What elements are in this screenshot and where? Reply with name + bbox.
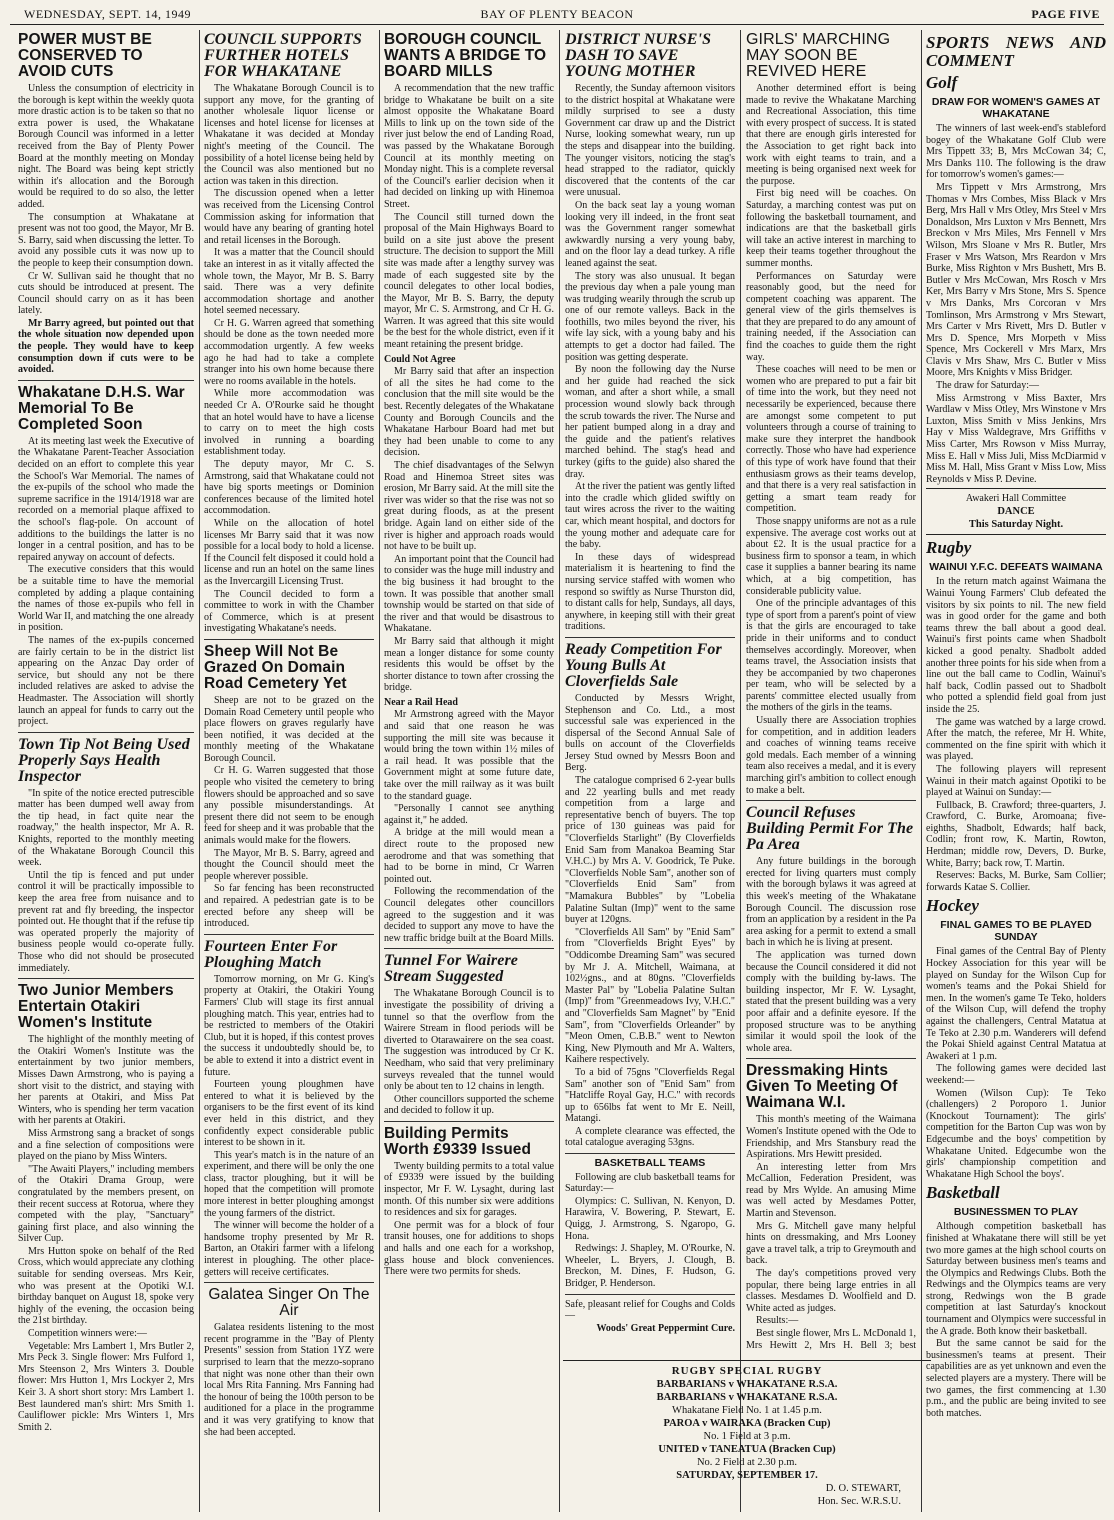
newspaper-title: BAY OF PLENTY BEACON bbox=[480, 7, 634, 21]
article-paragraph: The application was turned down because the Council considered it did not comply with the building by-laws. The building inspector, Mr F. W. Lysaght, stated that the present building was a very poor affair and a definite eyesore. If the proposed structure was to be anything similar it would spoil the look of the whole area. bbox=[746, 949, 916, 1054]
article-basketball-teams bbox=[565, 1158, 735, 1334]
sports-header: SPORTS NEWS AND COMMENT bbox=[926, 33, 1106, 70]
headline: Galatea Singer On The Air bbox=[208, 1286, 370, 1320]
subheading: Could Not Agree bbox=[384, 353, 456, 365]
divider bbox=[746, 800, 916, 801]
headline: Town Tip Not Being Used Properly Says Health Inspector bbox=[18, 735, 190, 785]
fixture-venue: No. 1 Field at 3 p.m. bbox=[703, 1431, 791, 1442]
article-paragraph: Miss Armstrong sang a bracket of songs and a fine selection of compositions were played on the piano by Miss Winters. bbox=[18, 1127, 194, 1163]
article-paragraph: A bridge at the mill would mean a direct route to the proposed new aerodrome and that was something that had to be borne in mind, Cr Warren pointed out. bbox=[384, 827, 554, 885]
signature-title: Hon. Sec. W.R.S.U. bbox=[817, 1496, 901, 1507]
article-paragraph: The discussion opened when a letter was received from the Licensing Control Commission asking for information that would have any bearing of granting hotel and retail licenses in the Borough. bbox=[204, 188, 374, 246]
article-paragraph: While on the allocation of hotel licenses Mr Barry said that it was now possible for a local body to hold a license. If the Council felt disposed it could hold a license and run an hotel on the same lines as the Invercargill Licensing Trust. bbox=[204, 517, 374, 587]
article-paragraph: At its meeting last week the Executive of the Whakatane Parent-Teacher Association decided on an effort to complete this year the School's War Memorial. The names of the ex-pupils of the school who made the supreme sacrifice in the 1914/1918 war are recorded on a memorial plaque affixed to the school's flag-pole. On account of additions to the buildings the latter is no longer in a central position, and has to be repaired anyway on account of defects. bbox=[18, 435, 194, 563]
article-paragraph: Sheep are not to be grazed on the Domain Road Cemetery until people who place flowers on graves regularly have been notified, it was decided at the monthly meeting of the Whakatane Borough Council. bbox=[204, 694, 374, 764]
article-paragraph: Following are club basketball teams for Saturday:— bbox=[565, 1171, 735, 1195]
article-paragraph: The Council still turned down the proposal of the Main Highways Board to build on a site just above the present structure. The decision to support the Mill site was made after a lengthy survey was made of each suggested site by the council delegates to other local bodies, the Mayor, Mr B. S. Barry, the deputy mayor, Mr C. S. Armstrong, and Cr H. G. Warren. It was agreed that this site would be the best for the whole district, even if it meant retaining the present bridge. bbox=[384, 211, 554, 351]
article-paragraph: The Council decided to form a committee to work in with the Chamber of Commerce, which is at present investigating Whakatane's needs. bbox=[204, 588, 374, 635]
divider bbox=[384, 948, 554, 949]
article-paragraph: A complete clearance was effected, the total catalogue averaging 53gns. bbox=[565, 1125, 735, 1149]
article-paragraph: Galatea residents listening to the most recent programme in the "Bay of Plenty Presents" session from Station 1YZ were surprised to learn that the mezzo-soprano that night was none other than their own local Mrs Rita Fanning. Mrs Fanning had the honour of being the 100th person to be auditioned for a place in the programme and it was very gratifying to know that she had been accepted. bbox=[204, 1322, 374, 1438]
article-paragraph: Mrs Hutton spoke on behalf of the Red Cross, which would appreciate any clothing suitable for sending overseas. Mrs Keir, who was present at the Opotiki W.I. birthday banquet on August 18, spoke very highly of the evening, the occasion being the 21st birthday. bbox=[18, 1245, 194, 1327]
article-paragraph: Tomorrow morning, on Mr G. King's property at Otakiri, the Otakiri Young Farmers' Club will stage its first annual ploughing match. This year, entries had to be restricted to members of the Otakiri Club, but it is hoped, if this contest proves the success it undoubtedly should be, to be able to extend it into a district event in future. bbox=[204, 973, 374, 1078]
fixture: BARBARIANS v WHAKATANE R.S.A. bbox=[656, 1392, 838, 1403]
advert-text: Safe, pleasant relief for Coughs and Colds— bbox=[565, 1298, 735, 1322]
page-number: PAGE FIVE bbox=[1031, 7, 1100, 21]
divider bbox=[565, 1294, 735, 1295]
article-paragraph: An interesting letter from Mrs McCallion, Federation President, was read by Mrs Wylde. An amusing Mime was well acted by Mesdames Potter, Martin and Stevenson. bbox=[746, 1161, 916, 1220]
article-paragraph: Women (Wilson Cup): Te Teko (challengers) 2 Poroporo 1. Junior (Knockout Tournament): The girls' competition for the Barton Cup was won by Edgecumbe and the boys' competition by Whakatane United. Edgecumbe won the girls' championship competition and Whakatane High School the boys'. bbox=[926, 1087, 1106, 1180]
article-paragraph: The catalogue comprised 6 2-year bulls and 22 yearling bulls and met ready competition from a large and representative bench of buyers. The top price of 130 guineas was paid for "Cloverfields Starlight" (By Cloverfields Enid Sam from Manakoa Beaming Star V.H.C.) by Mrs A. V. Goodrick, Te Puke. "Cloverfields Noble Sam", another son of "Cloverfields Enid Sam" from "Mamakura Bubbles" by "Lobelia Palatine Sultan (Imp)" went to the same buyer at 120gns. bbox=[565, 775, 735, 926]
headline: Dressmaking Hints Given To Meeting Of Waimana W.I. bbox=[746, 1062, 898, 1112]
article-building-permits bbox=[384, 1126, 554, 1278]
article-dressmaking bbox=[746, 1063, 916, 1350]
headline: Council Refuses Building Permit For The Pa Area bbox=[746, 804, 914, 854]
divider bbox=[204, 1282, 374, 1283]
article-pa-area bbox=[746, 805, 916, 1054]
article-paragraph: The chief disadvantages of the Selwyn Road and Hinemoa Street sites was erosion, Mr Barry said. At the mill site the river was wider so that the rise was not so great during floods, as at the present bridge. Again land on either side of the river is higher and approach roads would not have to be built up. bbox=[384, 460, 554, 553]
headline: BASKETBALL TEAMS bbox=[594, 1157, 706, 1170]
article-paragraph: Until the tip is fenced and put under control it will be practically impossible to keep the area free from nuisance and to prevent rat and fly breeding, the inspector pointed out. He thought that if the refuse tip was operated properly the majority of business people would co-operate fully. Those who did not should be prosecuted immediately. bbox=[18, 869, 194, 974]
article-war-memorial bbox=[18, 385, 194, 728]
fixture-date: SATURDAY, SEPTEMBER 17. bbox=[676, 1470, 818, 1481]
article-paragraph: The day's competitions proved very popular, there being large entries in all classes. Mesdames D. Woolfield and D. White acted as judges. bbox=[746, 1268, 916, 1314]
headline: DISTRICT NURSE'S DASH TO SAVE YOUNG MOTHER bbox=[565, 31, 712, 80]
article-paragraph: The following players will represent Wainui in their match against Opotiki to be played at Wainui on Sunday:— bbox=[926, 763, 1106, 799]
article-galatea bbox=[204, 1287, 374, 1438]
article-paragraph: Performances on Saturday were reasonably good, but the need for competent coaching was apparent. The general view of the girls themselves is that they are prepared to do any amount of training needed, if the Association can find the coaches to guide them the right way. bbox=[746, 270, 916, 363]
fixture: PAROA v WAIRAKA (Bracken Cup) bbox=[663, 1418, 831, 1429]
section-golf: Golf bbox=[926, 73, 958, 92]
advert-product: Woods' Great Peppermint Cure. bbox=[596, 1322, 735, 1334]
article-paragraph: Mr Barry agreed, but pointed out that the whole situation now depended upon the people. They would have to keep consumption down if cuts were to be avoided. bbox=[18, 317, 194, 376]
article-paragraph: Unless the consumption of electricity in the borough is kept within the weekly quota more drastic action is to be taken so that no extra power is used, the Whakatane Borough Council was informed in a letter received from the Bay of Plenty Power Board at the monthly meeting on Monday night. The Board was being kept strictly within it's allocation and the Borough would be required to do so also, the letter added. bbox=[18, 83, 194, 210]
divider bbox=[18, 978, 194, 979]
article-paragraph: While more accommodation was needed Cr A. O'Rourke said he thought that an hotel would have to have a license to carry on to meet the high costs involved in running a boarding establishment today. bbox=[204, 388, 374, 458]
article-paragraph: Competition winners were:— bbox=[28, 1328, 147, 1340]
article-paragraph: Cr W. Sullivan said he thought that no cuts should be introduced at present. The Council should carry on as it has been lately. bbox=[18, 270, 194, 317]
headline: Ready Competition For Young Bulls At Cloverfields Sale bbox=[565, 640, 722, 690]
advert-line: DANCE bbox=[997, 506, 1035, 518]
article-paragraph: The Whakatane Borough Council is to investigate the possibility of driving a tunnel so that the overflow from the Wairere Stream in flood periods will be diverted to Otarawairere on the sea coast. The suggestion was introduced by Cr K. Needham, who said that very preliminary surveys revealed that the tunnel would only be about ten to 12 chains in length. bbox=[384, 988, 554, 1093]
article-paragraph: First big need will be coaches. On Saturday, a marching contest was put on following the basketball tournament, and indications are that the basketball girls will take an active interest in marching to keep their teams together throughout the summer months. bbox=[746, 188, 916, 269]
article-paragraph: Those snappy uniforms are not as a rule expensive. The average cost works out at about £2. It is the usual practice for a business firm to sponsor a team, in which case it supplies a banner bearing its name which, at a big competition, has considerable publicity value. bbox=[746, 515, 916, 597]
column-rule bbox=[559, 30, 560, 1512]
article-paragraph: So far fencing has been reconstructed and repaired. A pedestrian gate is to be erected before any sheep will be introduced. bbox=[204, 883, 374, 930]
advert-line: This Saturday Night. bbox=[968, 519, 1064, 531]
article-paragraph: The game was watched by a large crowd. After the match, the referee, Mr H. White, commented on the fine spirit with which it was played. bbox=[926, 716, 1106, 763]
divider bbox=[204, 934, 374, 935]
column-4 bbox=[565, 30, 735, 1350]
article-paragraph: The following games were decided last weekend:— bbox=[926, 1063, 1106, 1086]
article-paragraph: Mr Barry said that after an inspection of all the sites he had come to the conclusion that the mill site would be the best. Recently delegates of the Whakatane County and Borough Councils and the Whakatane Harbour Board had met but they had been unable to come to any decision. bbox=[384, 366, 554, 459]
divider bbox=[18, 732, 194, 733]
article-paragraph: One permit was for a block of four transit houses, one for additions to shops and halls and one each for a workshop, glass house and block conveniences. There were two permits for sheds. bbox=[384, 1219, 554, 1278]
fixture-venue: No. 2 Field at 2.30 p.m. bbox=[696, 1457, 798, 1468]
article-paragraph: Olympics: C. Sullivan, N. Kenyon, D. Harawira, V. Bowering, P. Stewart, E. Quigg, J. Armstrong, S. Ngaropo, G. Hona. bbox=[565, 1195, 735, 1242]
article-paragraph: The winner will become the holder of a handsome trophy presented by Mr R. Barton, an Otakiri farmer with a lifelong interest in ploughing. The other place-getters will receive certificates. bbox=[204, 1220, 374, 1278]
article-paragraph: The names of the ex-pupils concerned are fairly certain to be in the district list appearing on the Anzac Day order of service, but should any not be there included relatives are asked to advise the Headmaster. The Association will shortly launch an appeal for funds to carry out the project. bbox=[18, 634, 194, 728]
article-paragraph: But the same cannot be said for the businessmen's teams at present. Their capabilities are as yet unknown and even the selected players are a mystery. There will be two games, the first commencing at 1.30 p.m., and the public are being invited to see both matches. bbox=[926, 1338, 1106, 1419]
article-paragraph: Final games of the Central Bay of Plenty Hockey Association for this year will be played on Sunday for the Wilson Cup for women's teams and the Pokai Shield for men. In the women's game Te Teko, holders of the Wilson Cup, will defend the trophy against the challengers, Central Matatua at Te Teko at 2.30 p.m. Wanderers will defend the Pokai Shield against Central Matatua at Awakeri at 1 p.m. bbox=[926, 946, 1106, 1062]
section-rugby: Rugby bbox=[926, 538, 972, 558]
divider bbox=[565, 637, 735, 638]
article-paragraph: Mr Barry said that although it might mean a longer distance for some county residents this would be offset by the shorter distance to town after crossing the bridge. bbox=[384, 635, 554, 694]
divider bbox=[565, 1153, 735, 1154]
headline: Two Junior Members Entertain Otakiri Women's Institute bbox=[18, 982, 174, 1032]
article-paragraph: The consumption at Whakatane at present was not too good, the Mayor, Mr B. S. Barry, said when discussing the letter. To avoid any possible cuts it was now up to the people to keep their consumption down. bbox=[18, 211, 194, 269]
headline: COUNCIL SUPPORTS FURTHER HOTELS FOR WHAKATANE bbox=[204, 31, 362, 80]
article-hotels bbox=[204, 32, 374, 635]
section-basketball: Basketball bbox=[926, 1183, 1000, 1203]
article-paragraph: Another determined effort is being made to revive the Whakatane Marching and Recreational Association, this time with every prospect of success. It is stated that there are enough girls interested for the Association to get right back into work with eight teams to train, and a meeting is being organised next week for the purpose. bbox=[746, 83, 916, 187]
column-6 bbox=[926, 30, 1106, 1514]
headline: Fourteen Enter For Ploughing Match bbox=[204, 937, 338, 971]
article-paragraph: In these days of widespread materialism it is heartening to find the nursing service staffed with women who respond so swiftly as Nurse Thurston did, to distant calls for help, Sundays, all days, anywhere, in keeping still with their great traditions. bbox=[565, 551, 735, 633]
fixture-venue: Whakatane Field No. 1 at 1.45 p.m. bbox=[672, 1405, 822, 1416]
headline: DRAW FOR WOMEN'S GAMES AT WHAKATANE bbox=[931, 96, 1101, 120]
article-power bbox=[18, 32, 194, 376]
divider bbox=[746, 1058, 916, 1059]
article-paragraph: Recently, the Sunday afternoon visitors to the district hospital at Whakatane were mildly surprised to see a dusty Government car draw up and the District Nurse, looking somewhat weary, run up the steps and disappear into the building. The younger visitors, noticing the stag's head strapped to the radiator, quickly discovered that the contents of the car were unusual. bbox=[565, 83, 735, 199]
article-paragraph: An important point that the Council had to consider was the huge mill industry and the big business it had brought to the town. It was possible that another small township would be started on that side of the river and that would be disastrous to Whakatane. bbox=[384, 553, 554, 635]
divider bbox=[204, 639, 374, 640]
article-paragraph: These coaches will need to be men or women who are prepared to put a fair bit of time into the work, but they need not necessarily be experienced, because there are amongst some competent to put volunteers through a course of training to make sure they interpret the handbook correctly. Those who have had experience of this type of work have found that their enthusiasm grows as their teams develop, and that there is a very real satisfaction in getting a smart team ready for competition. bbox=[746, 364, 916, 515]
article-paragraph: "The Awaiti Players," including members of the Otakiri Drama Group, were congratulated by the members present, on their recent success at Rotorua, where they competed with the play, "Sanctuary" gaining first place, and also winning the Silver Cup. bbox=[18, 1163, 194, 1245]
section-hockey: Hockey bbox=[926, 896, 979, 916]
article-paragraph: Cr H. G. Warren agreed that something should be done as the town needed more accommodation urgently. A few weeks ago he had had to take a complete stranger into his own home because there were no rooms available in the hotels. bbox=[204, 317, 374, 387]
headline: Building Permits Worth £9339 Issued bbox=[384, 1124, 532, 1158]
article-paragraph: On the back seat lay a young woman looking very ill indeed, in the front seat was the Government ranger somewhat awkwardly nursing a very young baby, and on the floor lay a dead turkey. A rifle leaned against the seat. bbox=[565, 199, 735, 269]
article-paragraph: Any future buildings in the borough erected for living quarters must comply with the borough bylaws it was agreed at this week's meeting of the Whakatane Borough Council. The discussion rose from an application by a resident in the Pa area asking for a permit to extend a small bach in which he is living at present. bbox=[746, 856, 916, 949]
headline: BUSINESSMEN TO PLAY bbox=[953, 1206, 1079, 1219]
article-paragraph: In the return match against Waimana the Wainui Young Farmers' Club defeated the visitors by six points to nil. The new field was in good order for the game and both teams threw the ball about a good deal. Wainui's first points came when Shadbolt kicked a good penalty. Shadbolt added another three points for his side when from a line out the ball came to Codlin, Wainui's half back, Codlin passed out to Shadbolt who potted a splendid field goal from just inside the 25. bbox=[926, 576, 1106, 715]
article-paragraph: To a bid of 75gns "Cloverfields Regal Sam" another son of "Enid Sam" from "Hatcliffe Royal Gay, H.C." with records up to 656lbs fat went to Mr E. Neill, Matangi. bbox=[565, 1066, 735, 1125]
headline: GIRLS' MARCHING MAY SOON BE REVIVED HERE bbox=[746, 31, 891, 80]
article-paragraph: The winners of last week-end's stableford bogey of the Whakatane Golf Club were Mrs Tippett 33; B, Mrs McCowan 34; C, Mrs Danks 110. The following is the draw for tomorrow's women's games:— bbox=[926, 123, 1106, 181]
column-2 bbox=[204, 30, 374, 1514]
article-otakiri-wi bbox=[18, 983, 194, 1433]
article-paragraph: The Mayor, Mr B. S. Barry, agreed and thought the Council should meet the people wherever possible. bbox=[204, 847, 374, 882]
article-paragraph: Usually there are Association trophies for competition, and in addition leaders and coaches of winning teams receive gold medals. Each member of a winning team also receives a medal, and it is every marching girl's ambition to collect enough to make a belt. bbox=[746, 715, 916, 796]
article-paragraph: Fourteen young ploughmen have entered to what it is believed by the organisers to be the first event of its kind ever held in this district, and they confidently expect considerable public interest to be shown in it. bbox=[204, 1079, 374, 1149]
article-paragraph: Although competition basketball has finished at Whakatane there will still be yet two more games at the high school courts on Saturday between business men's teams and the Olympics and Redwings Clubs. Both the Redwings and the Olympics teams are very strong, Redwings won the B grade competition at last Saturday's knockout tournament and Olympics were successful in the A grade. Both know their basketball. bbox=[926, 1221, 1106, 1337]
column-rule bbox=[199, 30, 200, 1512]
column-rule bbox=[921, 30, 922, 1512]
headline: Tunnel For Wairere Stream Suggested bbox=[384, 952, 518, 986]
article-paragraph: Other councillors supported the scheme and decided to follow it up. bbox=[384, 1093, 554, 1117]
article-paragraph: Redwings: J. Shapley, M. O'Rourke, N. Wheeler, L. Bryers, J. Clough, B. Breckon, M. Dines, F. Hudson, G. Bridger, P. Henderson. bbox=[565, 1243, 735, 1289]
divider bbox=[18, 380, 194, 381]
article-paragraph: Vegetable: Mrs Lambert 1, Mrs Butler 2, Mrs Peck 3. Single flower: Mrs Fulford 1, Mrs Steenson 2, Mrs Winters 3. Double flower: Mrs Hutton 1, Mrs Lockyer 2, Mrs Keir 3. A short short story: Mrs Lambert 1. Best laundered man's shirt: Mrs Smith 1. Cauliflower pickle: Mrs Winters 1, Mrs Smith 2. bbox=[18, 1340, 194, 1433]
article-ploughing bbox=[204, 939, 374, 1278]
article-town-tip bbox=[18, 737, 194, 975]
article-cloverfields bbox=[565, 642, 735, 1149]
article-paragraph: Reserves: Backs, M. Burke, Sam Collier; forwards Katae S. Collier. bbox=[926, 870, 1106, 893]
article-paragraph: Mr Armstrong agreed with the Mayor and said that one reason he was supporting the mill site was because it would bring the town within 1½ miles of a rail head. It was possible that the Government might at some future date, take over the mill railway as it was built to the standard guage. bbox=[384, 709, 554, 802]
headline: POWER MUST BE CONSERVED TO AVOID CUTS bbox=[18, 31, 152, 80]
advert-heading: RUGBY SPECIAL RUGBY bbox=[671, 1365, 823, 1377]
signature: D. O. STEWART, bbox=[825, 1483, 901, 1494]
article-paragraph: "In spite of the notice erected putrescible matter has been dumped well away from the tip head, in fact quite near the roadway," the health inspector, Mr A. R. Knights, reported to the monthly meeting of the Whakatane Borough Council this week. bbox=[18, 787, 194, 869]
article-paragraph: Miss Armstrong v Miss Baxter, Mrs Wardlaw v Miss Otley, Mrs Winstone v Mrs Luxton, Miss Smith v Miss Jenkins, Mrs Hay v Miss Waldegrave, Mrs Griffiths v Miss Carter, Mrs Rowson v Miss Murray, Miss E. Hall v Miss Juli, Miss McDiarmid v Miss M. Hall, Miss Grant v Miss Low, Miss Reynolds v Miss P. Devine. bbox=[926, 392, 1106, 485]
article-paragraph: The draw for Saturday:— bbox=[936, 380, 1040, 392]
article-paragraph: The highlight of the monthly meeting of the Otakiri Women's Institute was the entertainment by two junior members, Misses Dawn Armstrong, who is paying a short visit to the district, and staying with her parents at Otakiri, and Miss Pat Winters, who is spending her term vacation with her parents at Otakiri. bbox=[18, 1034, 194, 1127]
article-bridge bbox=[384, 32, 554, 944]
article-paragraph: Mrs Tippett v Mrs Armstrong, Mrs Thomas v Mrs Combes, Miss Black v Mrs Berg, Mrs Hall v Mrs Otley, Mrs Steel v Mrs Donaldson, Mrs Luxton v Mrs Bennett, Mrs Breckon v Mrs Miles, Mrs Fennell v Mrs Wilson, Mrs Sloane v Mrs R. Butler, Mrs Fraser v Mrs Watson, Mrs Reardon v Mrs Burke, Miss Righton v Mrs Bushett, Mrs B. Butler v Mrs McCowan, Mrs Rosch v Mrs Ker, Mrs Barry v Mrs Stone, Mrs S. Spence v Mrs Danks, Mrs Corcoran v Mrs Tomlinson, Mrs Armstrong v Mrs Stewart, Mrs Carter v Mrs Rivett, Mrs D. Butler v Mrs D. Spence, Mrs Morpeth v Miss Spence, Mrs Cockerell v Mrs Marx, Mrs Clavis v Mrs Shaw, Mrs C. Butler v Miss Moore, Mrs Knights v Miss Bridger. bbox=[926, 181, 1106, 379]
article-paragraph: The story was also unusual. It began the previous day when a pale young man was trudging wearily through the scrub up one of our remote valleys. Back in the foothills, two miles beyond the river, his wife lay sick, with a young baby and his attempts to get a doctor had failed. The position was getting desperate. bbox=[565, 270, 735, 363]
article-paragraph: The executive considers that this would be a suitable time to have the memorial completed by adding a plaque containing the names of those ex-pupils who fell in World War II, and matching the one already in position. bbox=[18, 564, 194, 634]
article-paragraph: Cr H. G. Warren suggested that those people who visited the cemetery to bring flowers should be approached and so save any possible misunderstandings. At present there did not seem to be enough feed for sheep and it was probable that the animals would make for the flowers. bbox=[204, 765, 374, 847]
article-tunnel bbox=[384, 953, 554, 1117]
article-paragraph: "Personally I cannot see anything against it," he added. bbox=[384, 803, 554, 826]
advert-line: Awakeri Hall Committee bbox=[965, 493, 1067, 505]
headline: FINAL GAMES TO BE PLAYED SUNDAY bbox=[940, 919, 1092, 944]
issue-date: WEDNESDAY, SEPT. 14, 1949 bbox=[24, 7, 191, 21]
article-paragraph: Conducted by Messrs Wright, Stephenson and Co. Ltd., a most successful sale was experienced in the dispersal of the Second Annual Sale of bulls on account of the Cloverfields Jersey Stud owned by Messrs Boon and Berg. bbox=[565, 692, 735, 774]
headline: WAINUI Y.F.C. DEFEATS WAIMANA bbox=[929, 561, 1103, 574]
article-paragraph: It was a matter that the Council should take an interest in as it vitally affected the whole town, the Mayor, Mr B. S. Barry said. There was a very definite accommodation shortage and another hotel seemed necessary. bbox=[204, 247, 374, 317]
article-paragraph: A recommendation that the new traffic bridge to Whakatane be built on a site almost opposite the Whakatane Board Mills to link up on the town side of the river just below the end of Landing Road, was passed by the Whakatane Borough Council at its monthly meeting on Monday night. This is a complete reversal of the Council's earlier decision when it had decided on linking up with Hinemoa Street. bbox=[384, 83, 554, 210]
column-rule bbox=[379, 30, 380, 1512]
column-5 bbox=[746, 30, 916, 1350]
article-paragraph: Mrs G. Mitchell gave many helpful hints on dressmaking, and Mrs Looney gave a travel talk, a trip to Greymouth and back. bbox=[746, 1220, 916, 1267]
column-3 bbox=[384, 30, 554, 1514]
headline: Whakatane D.H.S. War Memorial To Be Completed Soon bbox=[18, 383, 185, 433]
article-paragraph: Fullback, B. Crawford; three-quarters, J. Crawford, C. Burke, Aromoana; five-eighths, Shadbolt, Edwards; half back, Codlin; front row, K. Martin, Rowton, Herdman; middle row, Devers, D. Burke, White, Barry; back row, T. Martin. bbox=[926, 799, 1106, 869]
dance-advert bbox=[926, 488, 1106, 535]
column-rule bbox=[740, 30, 741, 1512]
article-sheep bbox=[204, 644, 374, 930]
headline: Sheep Will Not Be Grazed On Domain Road Cemetery Yet bbox=[204, 642, 347, 692]
article-paragraph: Following the recommendation of the Council delegates other councillors agreed to the suggestion and it was decided to support any move to have the new traffic bridge built at the Board Mills. bbox=[384, 886, 554, 944]
fixture: UNITED v TANEATUA (Bracken Cup) bbox=[658, 1444, 836, 1455]
divider bbox=[384, 1121, 554, 1122]
article-paragraph: "Cloverfields All Sam" by "Enid Sam" from "Cloverfields Bright Eyes" by "Oddicombe Dreaming Sam" was secured by Mr J. A. Mitchell, Waimana, at 102½gns., and at 80gns. "Cloverfields Master Pal" by "Lobelia Palatine Sultan (Imp)" from "Greenmeadows Ivy, V.H.C." and "Cloverfields Sam Magnet" by "Enid Sam", from "Cloverfields Orleander" by "Meon Omen, C.B.B." went to Newton King, New Plymouth and Mr A. Walters, Kaihere respectively. bbox=[565, 926, 735, 1066]
article-girls-marching bbox=[746, 32, 916, 796]
article-paragraph: By noon the following day the Nurse and her guide had reached the sick woman, and after a short while, a small procession wound slowly back through the scrub towards the river. The Nurse and her patient bumped along in a dray and the guide and the patient's relatives marched behind. The stag's head and turkey (gifts to the guide) also shared the dray. bbox=[565, 364, 735, 480]
headline: BOROUGH COUNCIL WANTS A BRIDGE TO BOARD MILLS bbox=[384, 31, 547, 80]
rugby-advert bbox=[563, 1360, 931, 1509]
article-paragraph: The Whakatane Borough Council is to support any move, for the granting of another wholesale liquor license or licenses and hotel license for licenses at Whakatane it was decided at Monday night's meeting of the Council. The possibility of a hotel license being held by the Council was also mentioned but no action was taken in this direction. bbox=[204, 83, 374, 187]
article-paragraph: Best single flower, Mrs L. McDonald 1, Mrs Hewitt 2, Mrs H. Bell 3; best bbox=[746, 1328, 916, 1350]
article-paragraph: The deputy mayor, Mr C. S. Armstrong, said that Whakatane could not have big sports meetings or Dominion conferences because of the limited hotel accommodation. bbox=[204, 459, 374, 517]
article-paragraph: One of the principle advantages of this type of sport from a parent's point of view is that the girls are encouraged to take pride in their uniforms and to conduct themselves accordingly. Moreover, when teams travel, the Association insists that they be accompanied by two chaperones per team, who will be selected by a parents' committee elected usually from the mothers of the girls in the teams. bbox=[746, 598, 916, 714]
article-paragraph: Results:— bbox=[756, 1315, 799, 1327]
fixture: BARBARIANS v WHAKATANE R.S.A. bbox=[656, 1379, 838, 1390]
article-paragraph: Twenty building permits to a total value of £9339 were issued by the building inspector, Mr F. W. Lysaght, during last month. Of this number six were additions to residences and six for garages. bbox=[384, 1160, 554, 1219]
subheading: Near a Rail Head bbox=[384, 696, 458, 708]
article-paragraph: At the river the patient was gently lifted into the cradle which glided swiftly on taut wires across the river to the waiting car, which meant hospital, and doctors for the young mother and adequate care for the baby. bbox=[565, 481, 735, 551]
column-1 bbox=[18, 30, 194, 1514]
article-paragraph: This month's meeting of the Waimana Women's Institute opened with the Ode to Friendship, and Mrs Stansbury read the Aspirations. Mrs Hewitt presided. bbox=[746, 1114, 916, 1161]
article-district-nurse bbox=[565, 32, 735, 633]
masthead bbox=[10, 4, 1104, 25]
article-paragraph: This year's match is in the nature of an experiment, and there will be only the one class, tractor ploughing, but it will be hoped that the competition will promote more interest in better ploughing amongst the young farmers of the district. bbox=[204, 1149, 374, 1219]
